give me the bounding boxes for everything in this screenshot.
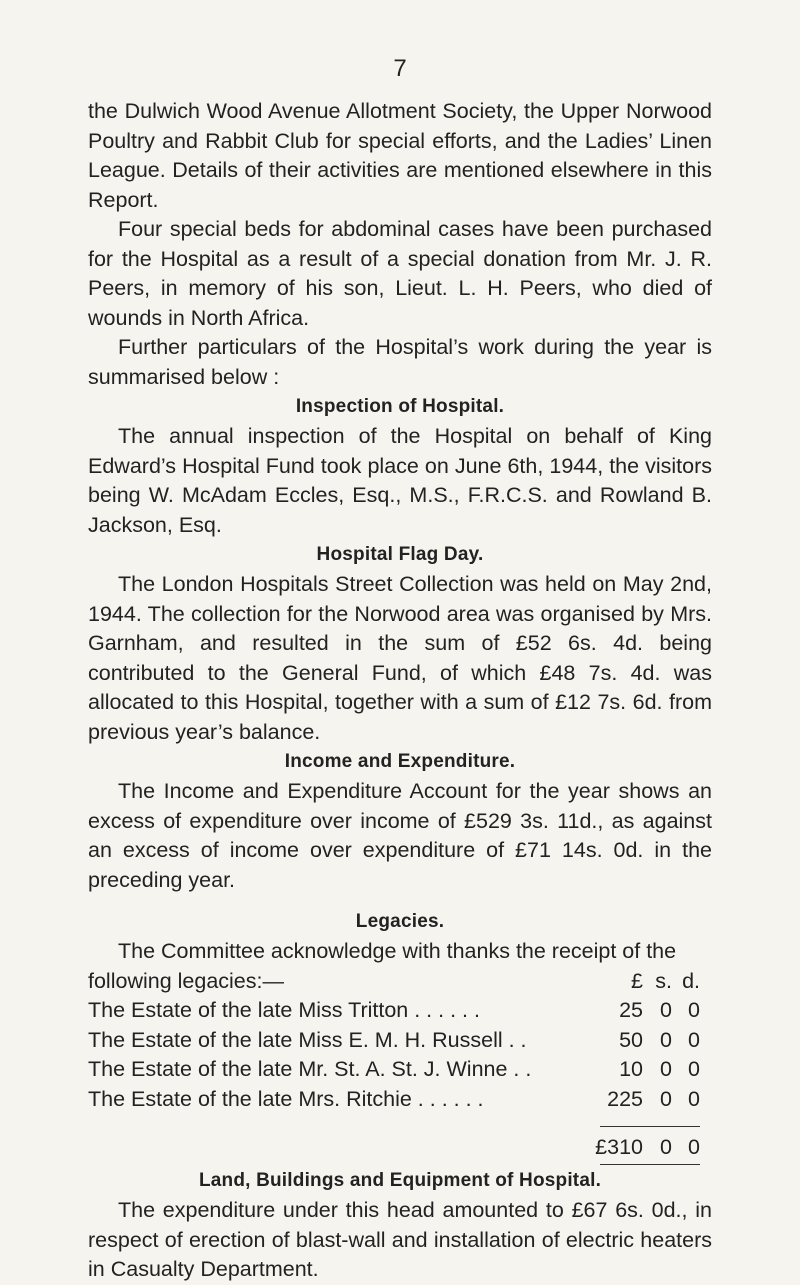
paragraph-land: The expenditure under this head amounted to £67 6s. 0d., in respect of erection of blast-wall and installation of electric heaters in Casualty Department. [88, 1198, 712, 1281]
heading-income: Income and Expenditure. [284, 751, 516, 772]
legacy-shillings: 0 [660, 1027, 672, 1052]
paragraph-income: The Income and Expenditure Account for the year shows an excess of expenditure over income of £529 3s. 11d., as against an excess of income over expenditure of £71 14s. 0d. in the preceding year. [88, 779, 712, 892]
legacy-pence: 0 [688, 998, 700, 1022]
legacy-shillings: 0 [660, 1057, 672, 1081]
paragraph-inspection: The annual inspection of the Hospital on behalf of King Edward’s Hospital Fund took place on June 6th, 1944, the visitors being W. McAdam Eccles, Esq., M.S., F.R.C.S. and Rowland B. Jackson, Esq. [88, 424, 712, 537]
legacy-shillings: 0 [660, 1086, 672, 1111]
legacy-pence: 0 [688, 1057, 700, 1081]
total-rule-bottom [600, 1164, 700, 1165]
table-row [88, 996, 712, 1026]
page-number: 7 [393, 55, 407, 82]
table-row [88, 1085, 712, 1115]
heading-land: Land, Buildings and Equipment of Hospital. [198, 1170, 602, 1191]
legacy-label: The Estate of the late Mr. St. A. St. J. Winne . . [88, 1057, 532, 1081]
legacies-header-row [88, 967, 712, 997]
legacy-pounds: 225 [607, 1086, 643, 1111]
total-shillings: 0 [660, 1135, 672, 1159]
legacy-pounds: 50 [619, 1027, 643, 1052]
total-pounds: £310 [595, 1135, 643, 1159]
paragraph-flag-day: The London Hospitals Street Collection was held on May 2nd, 1944. The collection for the Norwood area was organised by Mrs. Garnham, and resulted in the sum of £52 6s. 4d. being contributed to the General Fund, of which £48 7s. 4d. was allocated to this Hospital, together with a sum of £12 7s. 6d. from previous year’s balance. [88, 572, 712, 744]
total-pence: 0 [688, 1135, 700, 1159]
legacy-pounds: 25 [619, 998, 643, 1022]
table-row [88, 1055, 712, 1085]
heading-legacies: Legacies. [355, 911, 445, 932]
total-rule-top [600, 1126, 700, 1127]
legacy-label: The Estate of the late Mrs. Ritchie . . . . . . [88, 1086, 484, 1111]
legacy-label: The Estate of the late Miss E. M. H. Russell . . [88, 1027, 527, 1052]
table-row [88, 1026, 712, 1056]
legacy-pounds: 10 [619, 1057, 643, 1081]
paragraph-particulars: Further particulars of the Hospital’s work during the year is summarised below : [88, 335, 712, 389]
legacies-table [88, 967, 712, 1163]
legacy-pence: 0 [688, 1086, 700, 1111]
document-page [88, 55, 712, 1285]
column-header-shillings: s. [655, 968, 672, 993]
paragraph-activities: the Dulwich Wood Avenue Allotment Society, the Upper Norwood Poultry and Rabbit Club for special efforts, and the Ladies’ Linen League. Details of their activities are mentioned elsewhere in this Report. [88, 99, 712, 212]
legacies-intro-cont: following legacies:— [88, 968, 284, 993]
legacy-label: The Estate of the late Miss Tritton . . . . . . [88, 998, 480, 1022]
heading-flag-day: Hospital Flag Day. [316, 544, 484, 565]
legacy-pence: 0 [688, 1027, 700, 1052]
column-header-pounds: £ [631, 968, 643, 993]
legacies-total-row [88, 1128, 712, 1162]
legacies-intro: The Committee acknowledge with thanks the receipt of the [118, 939, 677, 963]
paragraph-special-beds: Four special beds for abdominal cases have been purchased for the Hospital as a result of a special donation from Mr. J. R. Peers, in memory of his son, Lieut. L. H. Peers, who died of wounds in North Africa. [88, 217, 712, 330]
legacy-shillings: 0 [660, 998, 672, 1022]
heading-inspection: Inspection of Hospital. [295, 396, 505, 417]
column-header-pence: d. [682, 968, 700, 993]
total-rule-container [88, 1114, 712, 1128]
